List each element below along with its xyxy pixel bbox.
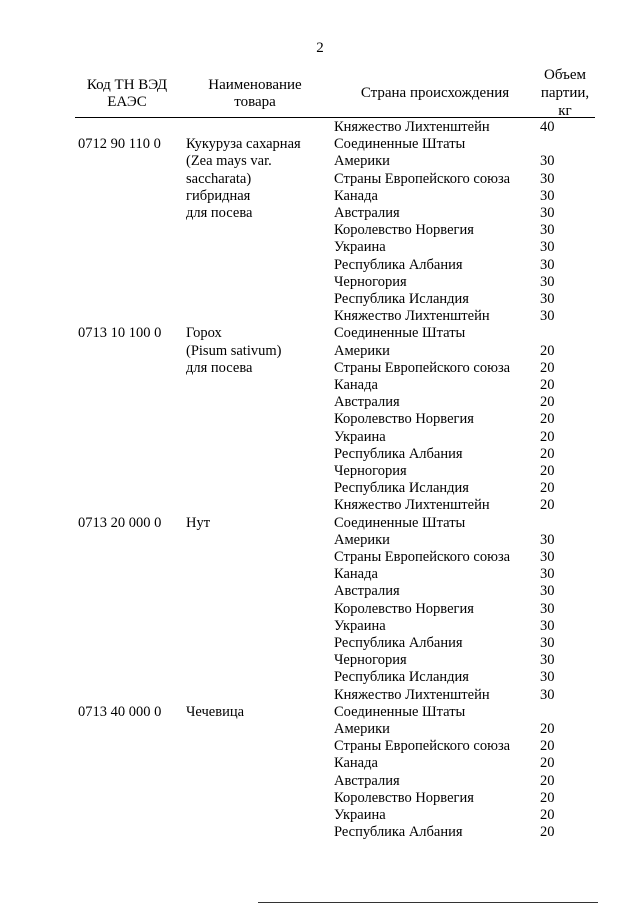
table-cell-vol: 20 [540,342,555,359]
table-cell-country: Черногория [334,463,407,479]
table-cell-vol: 30 [540,686,555,703]
table-cell-country: Республика Исландия [334,291,469,307]
header-code-line1: Код ТН ВЭД [86,77,168,93]
table-cell-vol: 30 [540,549,555,565]
table-cell-country: Австралия [334,583,400,600]
table-cell-vol: 20 [540,738,555,755]
header-code [72,77,182,111]
table-cell-country: Америки [334,342,390,359]
table-cell-vol: 30 [540,308,555,325]
header-code-line2: ЕАЭС [107,94,147,110]
page-bottom-rule [258,902,598,903]
table-cell-vol: 20 [540,721,555,737]
table-cell-country: Америки [334,531,390,548]
table-cell-country: Республика Исландия [334,480,469,497]
table-cell-country: Украина [334,428,386,445]
table-cell-code: 0713 20 000 0 [78,514,162,531]
table-cell-name: (Zea mays var. [186,153,272,170]
table-cell-country: Черногория [334,273,407,290]
table-cell-vol: 20 [540,497,555,514]
table-cell-country: Канада [334,755,378,772]
table-cell-code: 0712 90 110 0 [78,136,161,153]
table-cell-country: Канада [334,377,378,393]
table-cell-country: Королевство Норвегия [334,222,474,239]
table-cell-name: Горох [186,325,222,342]
header-rule [75,117,595,118]
table-cell-name: Кукуруза сахарная [186,136,301,153]
table-cell-vol: 20 [540,359,555,376]
table-cell-country: Княжество Лихтенштейн [334,686,490,703]
table-cell-country: Княжество Лихтенштейн [334,119,490,135]
table-cell-vol: 20 [540,394,555,411]
table-cell-vol: 30 [540,256,555,273]
header-name [190,77,320,111]
table-cell-country: Америки [334,721,390,737]
table-cell-country: Страны Европейского союза [334,170,511,187]
table-cell-vol: 30 [540,635,555,651]
header-name-line1: Наименование [208,77,302,93]
table-cell-vol: 20 [540,411,555,428]
table-cell-country: Соединенные Штаты [334,514,466,531]
table-cell-country: Республика Албания [334,824,463,841]
header-country-line1: Страна происхождения [360,85,510,101]
table-cell-country: Австралия [334,394,400,411]
table-cell-country: Княжество Лихтенштейн [334,497,490,514]
table-cell-country: Княжество Лихтенштейн [334,308,490,325]
table-cell-code: 0713 40 000 0 [78,703,162,720]
table-cell-vol: 30 [540,617,555,634]
table-cell-country: Страны Европейского союза [334,738,511,755]
table-cell-country: Соединенные Штаты [334,703,466,720]
table-cell-name: Нут [186,514,211,531]
page-number: 2 [316,40,324,56]
table-cell-country: Королевство Норвегия [334,789,474,806]
table-cell-country: Республика Албания [334,445,463,462]
table-cell-vol: 20 [540,807,555,823]
table-cell-vol: 30 [540,291,555,307]
table-cell-country: Черногория [334,652,407,669]
table-cell-vol: 20 [540,428,555,445]
table-cell-code: 0713 10 100 0 [78,325,162,342]
header-volume [530,66,600,120]
table-cell-vol: 30 [540,187,555,204]
table-cell-vol: 20 [540,755,555,772]
table-cell-vol: 30 [540,566,555,583]
header-volume-line1: Объем [544,67,586,83]
header-volume-line2: партии, [540,85,590,101]
header-name-line2: товара [234,94,276,110]
table-cell-name: для посева [186,359,253,376]
table-cell-name: для посева [186,205,253,221]
table-cell-country: Республика Исландия [334,669,469,686]
table-cell-vol: 30 [540,531,555,548]
table-cell-vol: 20 [540,824,555,841]
table-cell-country: Украина [334,807,386,823]
table-cell-country: Страны Европейского союза [334,549,511,565]
table-cell-vol: 30 [540,239,555,256]
table-cell-country: Королевство Норвегия [334,600,474,617]
table-cell-country: Канада [334,566,378,583]
table-cell-vol: 20 [540,445,555,462]
table-cell-vol: 30 [540,170,555,187]
header-country [340,85,530,102]
table-cell-country: Австралия [334,772,400,789]
table-cell-vol: 30 [540,153,555,170]
table-cell-name: гибридная [186,187,251,204]
table-cell-vol: 40 [540,119,555,135]
table-cell-country: Соединенные Штаты [334,325,466,342]
table-cell-country: Республика Албания [334,256,463,273]
table-cell-vol: 20 [540,463,555,479]
table-cell-country: Украина [334,617,386,634]
table-cell-country: Украина [334,239,386,256]
table-cell-country: Австралия [334,205,400,221]
table-cell-country: Америки [334,153,390,170]
table-cell-vol: 20 [540,377,555,393]
table-cell-country: Королевство Норвегия [334,411,474,428]
table-cell-country: Республика Албания [334,635,463,651]
table-cell-country: Канада [334,187,378,204]
table-cell-vol: 30 [540,273,555,290]
table-cell-vol: 30 [540,669,555,686]
table-cell-country: Страны Европейского союза [334,359,511,376]
table-cell-vol: 30 [540,600,555,617]
table-cell-vol: 30 [540,205,555,221]
table-cell-vol: 20 [540,480,555,497]
table-cell-name: (Pisum sativum) [186,342,282,359]
header-volume-line3: кг [558,103,572,119]
table-cell-vol: 30 [540,652,555,669]
table-cell-vol: 20 [540,789,555,806]
table-cell-vol: 30 [540,583,555,600]
table-cell-country: Соединенные Штаты [334,136,466,153]
table-cell-name: saccharata) [186,170,252,187]
table-cell-name: Чечевица [186,703,245,720]
table-cell-vol: 30 [540,222,555,239]
table-cell-vol: 20 [540,772,555,789]
